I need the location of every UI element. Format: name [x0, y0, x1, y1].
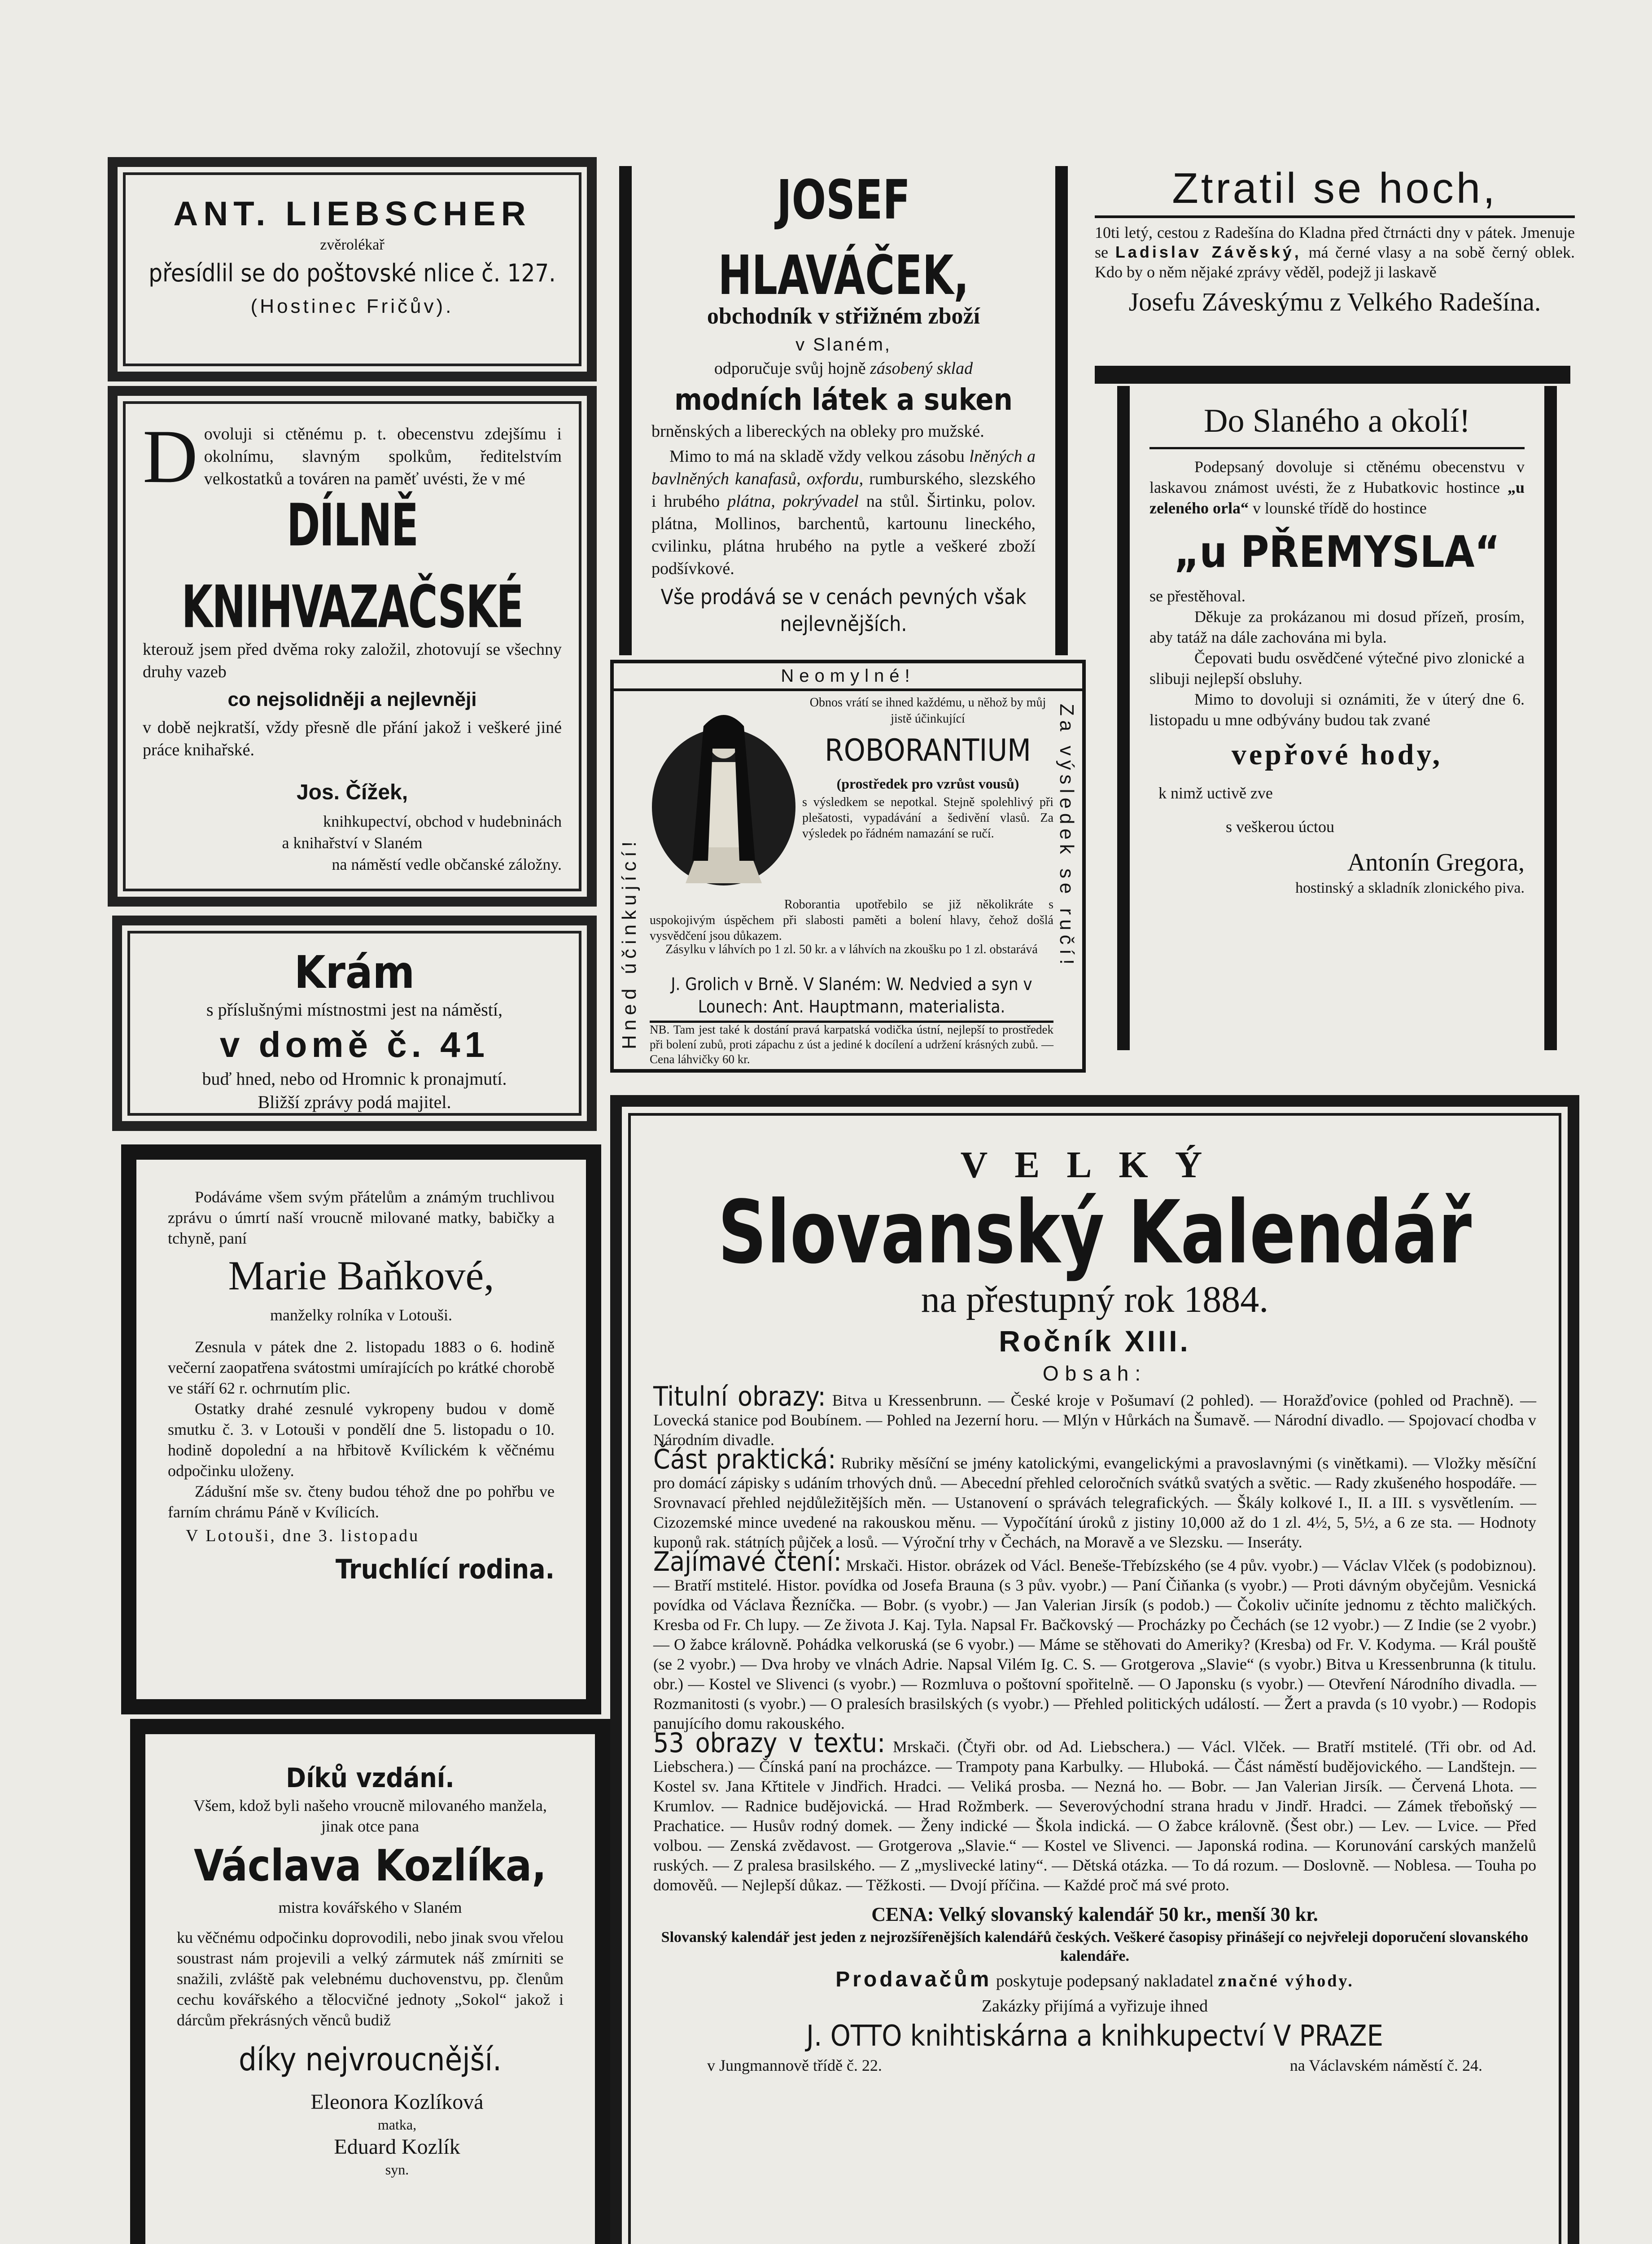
kozlik-thanks: díky nejvroucnější. — [238, 2041, 502, 2078]
ztratil-body2: má černé vlasy a na sobě černý oblek. Kdo by o něm nějaké zprávy věděl, podejž ji laskavě — [1095, 243, 1575, 281]
ad-roborantium — [610, 660, 1086, 1073]
kram-title: Krám — [294, 946, 415, 999]
roborantium-side-left: Hned účinkující! — [618, 837, 640, 1049]
kalendar-sec2-text: Rubriky měsíční se jmény katolickými, evangelickými a pravoslavnými (s vinětkami). — Vložky měsíční pro domácí zápisky s udáním trhových dnů. — Abecední přehled celoročních svátků svatých a světic. — Rady zkušeného hospodáře. — Srovnavací přehled nejdůležitějších měn. — Ustanovení o správách telegrafických. — Škály kolkové I., II. a III. s vysvětlením. — Cizozemské mince uvedené na rakouskou měnu. — Vypočítání úroků z jistiny 10,000 až do 1 zl. 4½, 5, 5½, a 6 ze sta. — Hodnoty kuponů rak. státních půjček a losů. — Výroční trhy v Čechách, na Moravě a ve Slezsku. — Inseráty. — [653, 1454, 1537, 1551]
premysl-feast: vepřové hody, — [1231, 738, 1443, 771]
kalendar-contents: Obsah: — [1042, 1362, 1147, 1385]
hlavacek-line1-pre: odporučuje svůj hojně — [714, 359, 866, 378]
roborantium-nb: NB. Tam jest také k dostání pravá karpatská vodička ústní, nejlepší to prostředek při bolení zubů, proti zápachu z úst a jediné k docílení a udržení krásných zubů. — Cena láhvičky 60 kr. — [650, 1023, 1053, 1066]
ztratil-name: Ladislav Závěský, — [1115, 243, 1302, 261]
premysl-body2: v lounské třídě do hostince — [1252, 499, 1427, 517]
kalendar-addr-left: v Jungmannově třídě č. 22. — [707, 2056, 882, 2074]
hlavacek-line1-em: zásobený sklad — [870, 359, 973, 378]
hlavacek-line3-pre: Mimo to má na skladě vždy velkou zásobu — [669, 447, 965, 466]
kram-line1: s příslušnými místnostmi jest na náměstí, — [206, 999, 503, 1020]
hlavacek-line4-em: plátna, pokrývadel — [727, 492, 859, 511]
kram-line3: Bližší zprávy podá majitel. — [258, 1092, 451, 1112]
hlavacek-line6: Vše prodává se v cenách pevných však nejlevnějších. — [660, 585, 1027, 636]
premysl-body5: Mimo to dovoluji si oznámiti, že v úterý dne 6. listopadu u mne odbývány budou tak zvané — [1149, 690, 1525, 729]
roborantium-body3: Zásylku v láhvích po 1 zl. 50 kr. a v láhvích na zkoušku po 1 zl. obstarává — [665, 942, 1038, 956]
hlavacek-trade: obchodník v střižném zboží — [707, 303, 980, 329]
liebscher-moved: přesídlil se do poštovské nlice č. 127. — [149, 259, 556, 287]
kozlik-sig2-name: Eduard Kozlík — [334, 2135, 460, 2159]
liebscher-name: ANT. LIEBSCHER — [173, 195, 531, 233]
kalendar-sec3 — [653, 1546, 1536, 1733]
cizek-emphasis: co nejsolidněji a nejlevněji — [227, 688, 477, 710]
kalendar-sec2-label: Část praktická: — [653, 1444, 836, 1475]
ad-kozlik — [130, 1719, 610, 2244]
kozlik-sig2-role: syn. — [385, 2161, 409, 2178]
ad-kalendar — [610, 1095, 1579, 2244]
cizek-sig-line1: knihkupectví, obchod v hudebninách — [323, 812, 562, 830]
hlavacek-line4: rumburského, slezského i hrubého — [651, 469, 1036, 511]
woman-long-hair-illustration — [650, 699, 798, 888]
cizek-body2: v době nejkratší, vždy přesně dle přání jakož i veškeré jiné práce knihařské. — [143, 718, 562, 759]
premysl-body4: Čepovati budu osvědčené výtečné pivo zlonické a slibuji nejlepší obsluhy. — [1149, 649, 1525, 688]
kalendar-year: na přestupný rok 1884. — [921, 1279, 1269, 1320]
roborantium-sub: (prostředek pro vzrůst vousů) — [836, 776, 1019, 792]
ztratil-signature: Josefu Záveskýmu z Velkého Radešína. — [1128, 287, 1541, 316]
kalendar-price: CENA: Velký slovanský kalendář 50 kr., menší 30 kr. — [871, 1903, 1318, 1925]
roborantium-seller: J. Grolich v Brně. V Slaném: W. Nedvied a syn v Lounech: Ant. Hauptmann, materialista. — [650, 973, 1053, 1023]
kram-line2: buď hned, nebo od Hromnic k pronajmutí. — [202, 1069, 507, 1089]
kalendar-addresses — [653, 2055, 1536, 2076]
kalendar-sellers-em: značné výhody. — [1218, 1972, 1354, 1990]
kalendar-title: Slovanský Kalendář — [718, 1182, 1472, 1283]
roborantium-body1: s výsledkem se nepotkal. Stejně spolehlivý při plešatosti, vypadávání a šedivění vlasů. Za výsledek po řádném namazání se ručí. — [802, 795, 1053, 841]
ad-bankova — [121, 1144, 601, 1714]
kram-house: v domě č. 41 — [219, 1025, 489, 1065]
ztratil-body1: 10ti letý, cestou z Radešína do Kladna před čtrnácti dny v pátek. Jmenuje se — [1095, 224, 1575, 261]
bankova-sub: manželky rolníka v Lotouši. — [270, 1306, 452, 1324]
hlavacek-line3-em: lněných a bavlněných kanafasů, oxfordu, — [651, 447, 1036, 488]
hlavacek-line5: na stůl. Širtinku, polov. plátna, Mollinos, barchentů, kartounu lineckého, cvilinku, plátna hrubého na pytle a veškeré zboží podšívkové. — [651, 492, 1036, 578]
premysl-name: Antonín Gregora, — [1347, 849, 1525, 877]
hlavacek-line1 — [651, 357, 1036, 380]
kalendar-note: Slovanský kalendář jest jeden z nejrozšířenějších kalendářů českých. Veškeré časopisy přinášejí co nejvřeleji doporučení slovanského kalendáře. — [661, 1929, 1529, 1964]
cizek-dropcap: D — [143, 414, 198, 499]
ad-cizek — [108, 386, 597, 907]
roborantium-top: Neomylné! — [614, 663, 1082, 691]
bankova-body2: Ostatky drahé zesnulé vykropeny budou v domě smutku č. 3. v Lotouši v pondělí dne 5. listopadu o 10. hodině dopolední a na hřbitově Kvílickém k věčnému odpočinku uloženy. — [168, 1400, 555, 1480]
premysl-body1 — [1149, 456, 1525, 518]
kalendar-publisher: J. OTTO knihtiskárna a knihkupectví V PRAZE — [806, 2020, 1383, 2053]
kalendar-sec3-text: Mrskači. Histor. obrázek od Václ. Beneše-Třebízského (se 4 pův. vyobr.) — Václav Vlček (s podobiznou). — Bratří mstitelé. Histor. povídka od Josefa Brauna (s 3 pův. vyobr.) — Paní Čiňanka (s vyobr.) — Proti dávným obyčejům. Vesnická povídka od Václava Řezníčka. — Bobr. (s vyobr.) — Jan Valerian Jirsík (s podob.) — Čokoliv učiníte jednomu z těchto maličkých. Kresba od Fr. Ch lupy. — Ze života J. Kaj. Tyla. Napsal Fr. Bačkovský — Procházky po Čechách (se 12 vyobr.) — Z Indie (se 2 vyobr.) — O žabce královně. Pohádka velkoruská (se 6 vyobr.) — Máme se stěhovati do Ameriky? (Kresba) od Fr. V. Kodyma. — Král pouště (se 2 vyobr.) — Dva hroby ve vlnách Adrie. Napsal Vilém Ig. C. S. — Grotgerova „Slavie“ (s vyobr.) Bitva u Kressenbrunna (k titulu. obr.) — Kostel ve Slivenci (s vyobr.) — Rozmluva o poštovní spořitelně. — O Japonsku (s vyobr.) — Otevření Národního divadla. — Rozmanitosti (s vyobr.) — O pralesích brasilských (s vyobr.) — Přehled politických událostí. — Žert a pravda (s 10 vyobr.) — Rodopis panujícího domu rakouského. — [653, 1556, 1536, 1732]
kalendar-sec3-label: Zajímavé čtení: — [653, 1546, 842, 1578]
ad-liebscher — [108, 157, 597, 381]
premysl-inn2: „u PŘEMYSLA“ — [1174, 527, 1500, 577]
kalendar-sec4-text: Mrskači. (Čtyři obr. od Ad. Liebschera.) — Václ. Vlček. — Bratří mstitelé. (Tři obr. od Ad. Liebschera.) — Čínská paní na procházce. — Trampoty pana Karbulky. — Hluboká. — Část náměstí budějovického. — Landštejn. — Kostel sv. Jana Křtitele v Jindřich. Hradci. — Veliká prosba. — Nezná ho. — Bobr. — Jan Valerian Jirsík. — Červená Lhota. — Krumlov. — Radnice budějovická. — Hrad Rožmberk. — Severovýchodní strana hradu v Jindř. Hradci. — Zámek třeboňský — Prachatice. — Husův rodný domek. — Ženy indické — Škola indická. — O žabce královně. (Šest obr.) — Lev. — Lvice. — Před volbou. — Zenská zvědavost. — Grotgerova „Slavie.“ — Kostel ve Slivenci. — Japonská rodina. — Korunování carských manželů ruských. — Z pralesa brasilského. — Z „myslivecké latiny“. — Dětská otázka. — To dá rozum. — Doslovně. — Noblesa. — Touha po domověů. — Nejlepší důkaz. — Těžkosti. — Dvojí příčina. — Každé proč má své proto. — [653, 1738, 1536, 1894]
ad-ztratil — [1090, 162, 1579, 364]
kalendar-pre: VELKÝ — [960, 1144, 1229, 1186]
roborantium-intro: Obnos vrátí se ihned každému, u něhož by můj jistě účinkující — [809, 696, 1046, 726]
kalendar-sec1 — [653, 1381, 1537, 1450]
bankova-intro: Podáváme všem svým přátelům a známým truchlivou zprávu o úmrtí naší vroucně milované matky, babičky a tchyně, paní — [168, 1188, 555, 1247]
cizek-intro-text: ovoluji si ctěnému p. t. obecenstvu zdejšímu i okolnímu, slavným spolkům, ředitelstvím velkostatků a továren na paměť uvésti, že v mé — [204, 425, 562, 488]
hlavacek-place: v Slaném, — [795, 335, 892, 355]
kalendar-sec1-text: Bitva u Kressenbrunn. — České kroje v Pošumaví (2 pohled). — Horažďovice (pohled od Prachně). — Lovecká stanice pod Boubínem. — Pohled na Jezerní horu. — Mlýn v Hůrkách na Šumavě. — Národní divadlo. — Spojovací chodba v Národním divadle. — [653, 1391, 1537, 1449]
hlavacek-name: JOSEF HLAVÁČEK, — [718, 168, 969, 307]
cizek-intro — [143, 414, 562, 499]
ad-hlavacek — [619, 166, 1068, 655]
kozlik-intro: Všem, kdož byli našeho vroucně milovaného manžela, jinak otce pana — [193, 1797, 547, 1835]
premysl-role: hostinský a skladník zlonického piva. — [1295, 880, 1525, 896]
kalendar-addr-right: na Václavském náměstí č. 24. — [1289, 2056, 1482, 2074]
kozlik-sub: mistra kovářského v Slaném — [278, 1898, 462, 1916]
premysl-inn1: „u zeleného orla“ — [1149, 478, 1525, 517]
cizek-signature: Jos. Čížek, — [296, 780, 408, 804]
kalendar-sec4-label: 53 obrazy v textu: — [653, 1727, 886, 1759]
premysl-invite: k nimž uctivě zve — [1158, 784, 1273, 802]
ztratil-body — [1095, 223, 1575, 282]
bankova-body3: Zádušní mše sv. čteny budou téhož dne po pohřbu ve farním chrámu Páně v Kvílicích. — [168, 1482, 555, 1521]
kalendar-volume: Ročník XIII. — [999, 1324, 1191, 1358]
roborantium-side-right: Za výsledek se ručí! — [1056, 704, 1078, 969]
kozlik-body: ku věčnému odpočinku doprovodili, nebo jinak svou vřelou soustrast nám projevili a velký zármutek náš zmírniti se snažili, zvláště pak velebnému duchovenstvu, pp. členům cechu kovářského a tělocvičné jednoty „Sokol“ jakož i dárcům překrásných věnců budiž — [177, 1928, 564, 2029]
roborantium-body2: Roborantia upotřebilo se již několikráte s uspokojivým úspěchem při slabosti paměti a bolení hlavy, čehož došlá vysvědčení jsou důkazem. — [650, 898, 1053, 943]
hlavacek-body — [651, 445, 1036, 580]
cizek-sig-line3: na náměstí vedle občanské záložny. — [332, 855, 562, 873]
kalendar-sec2 — [653, 1444, 1537, 1552]
kozlik-title: Díků vzdání. — [286, 1762, 455, 1794]
ztratil-title: Ztratil se hoch, — [1095, 162, 1575, 218]
kozlik-sig1-name: Eleonora Kozlíková — [310, 2090, 484, 2114]
kalendar-sec1-label: Titulní obrazy: — [653, 1381, 826, 1412]
kozlik-name: Václava Kozlíka, — [194, 1841, 546, 1891]
premysl-title: Do Slaného a okolí! — [1149, 399, 1525, 449]
kalendar-sec4 — [653, 1727, 1536, 1895]
kalendar-sellers — [653, 1966, 1536, 1995]
ad-premysl — [1117, 386, 1557, 1050]
roborantium-name: ROBORANTIUM — [825, 733, 1031, 768]
kalendar-sellers-mid: poskytuje podepsaný nakladatel — [996, 1972, 1214, 1990]
kalendar-orders: Zakázky přijímá a vyřizuje ihned — [981, 1997, 1208, 2016]
cizek-body: kterouž jsem před dvěma roky založil, zhotovují se všechny druhy vazeb — [143, 640, 562, 681]
kalendar-sellers-pre: Prodavačům — [835, 1968, 992, 1991]
kozlik-sig1-role: matka, — [377, 2117, 417, 2133]
premysl-body1-text: Podepsaný dovoluje si ctěnému obecenstvu v laskavou známost uvésti, že z Hubatkovic hostince — [1149, 458, 1525, 496]
ad-kram — [112, 916, 597, 1131]
hlavacek-line2: brněnských a libereckých na obleky pro mužské. — [651, 422, 984, 441]
bankova-date: V Lotouši, dne 3. listopadu — [186, 1526, 420, 1545]
premysl-body3: Děkuje za prokázanou mi dosud přízeň, prosím, aby tatáž na dále zachována mi byla. — [1149, 608, 1525, 646]
premysl-respect: s veškerou úctou — [1226, 818, 1334, 836]
bankova-name: Marie Baňkové, — [228, 1253, 494, 1298]
cizek-sig-line2: a knihařství v Slaném — [282, 834, 423, 852]
premysl-moved: se přestěhoval. — [1149, 587, 1246, 605]
divider-heavy — [1095, 366, 1570, 384]
liebscher-profession: zvěrolékař — [320, 237, 385, 253]
bankova-signature: Truchlící rodina. — [335, 1554, 555, 1585]
liebscher-place: (Hostinec Fričův). — [250, 295, 454, 317]
cizek-headline: DÍLNĚ KNIHVAZAČSKÉ — [181, 491, 523, 641]
hlavacek-headline: modních látek a suken — [674, 382, 1013, 417]
bankova-body1: Zesnula v pátek dne 2. listopadu 1883 o 6. hodině večerní zaopatřena svátostmi umírajících po krátké chorobě ve stáří 62 r. ochrnutím plic. — [168, 1338, 555, 1397]
